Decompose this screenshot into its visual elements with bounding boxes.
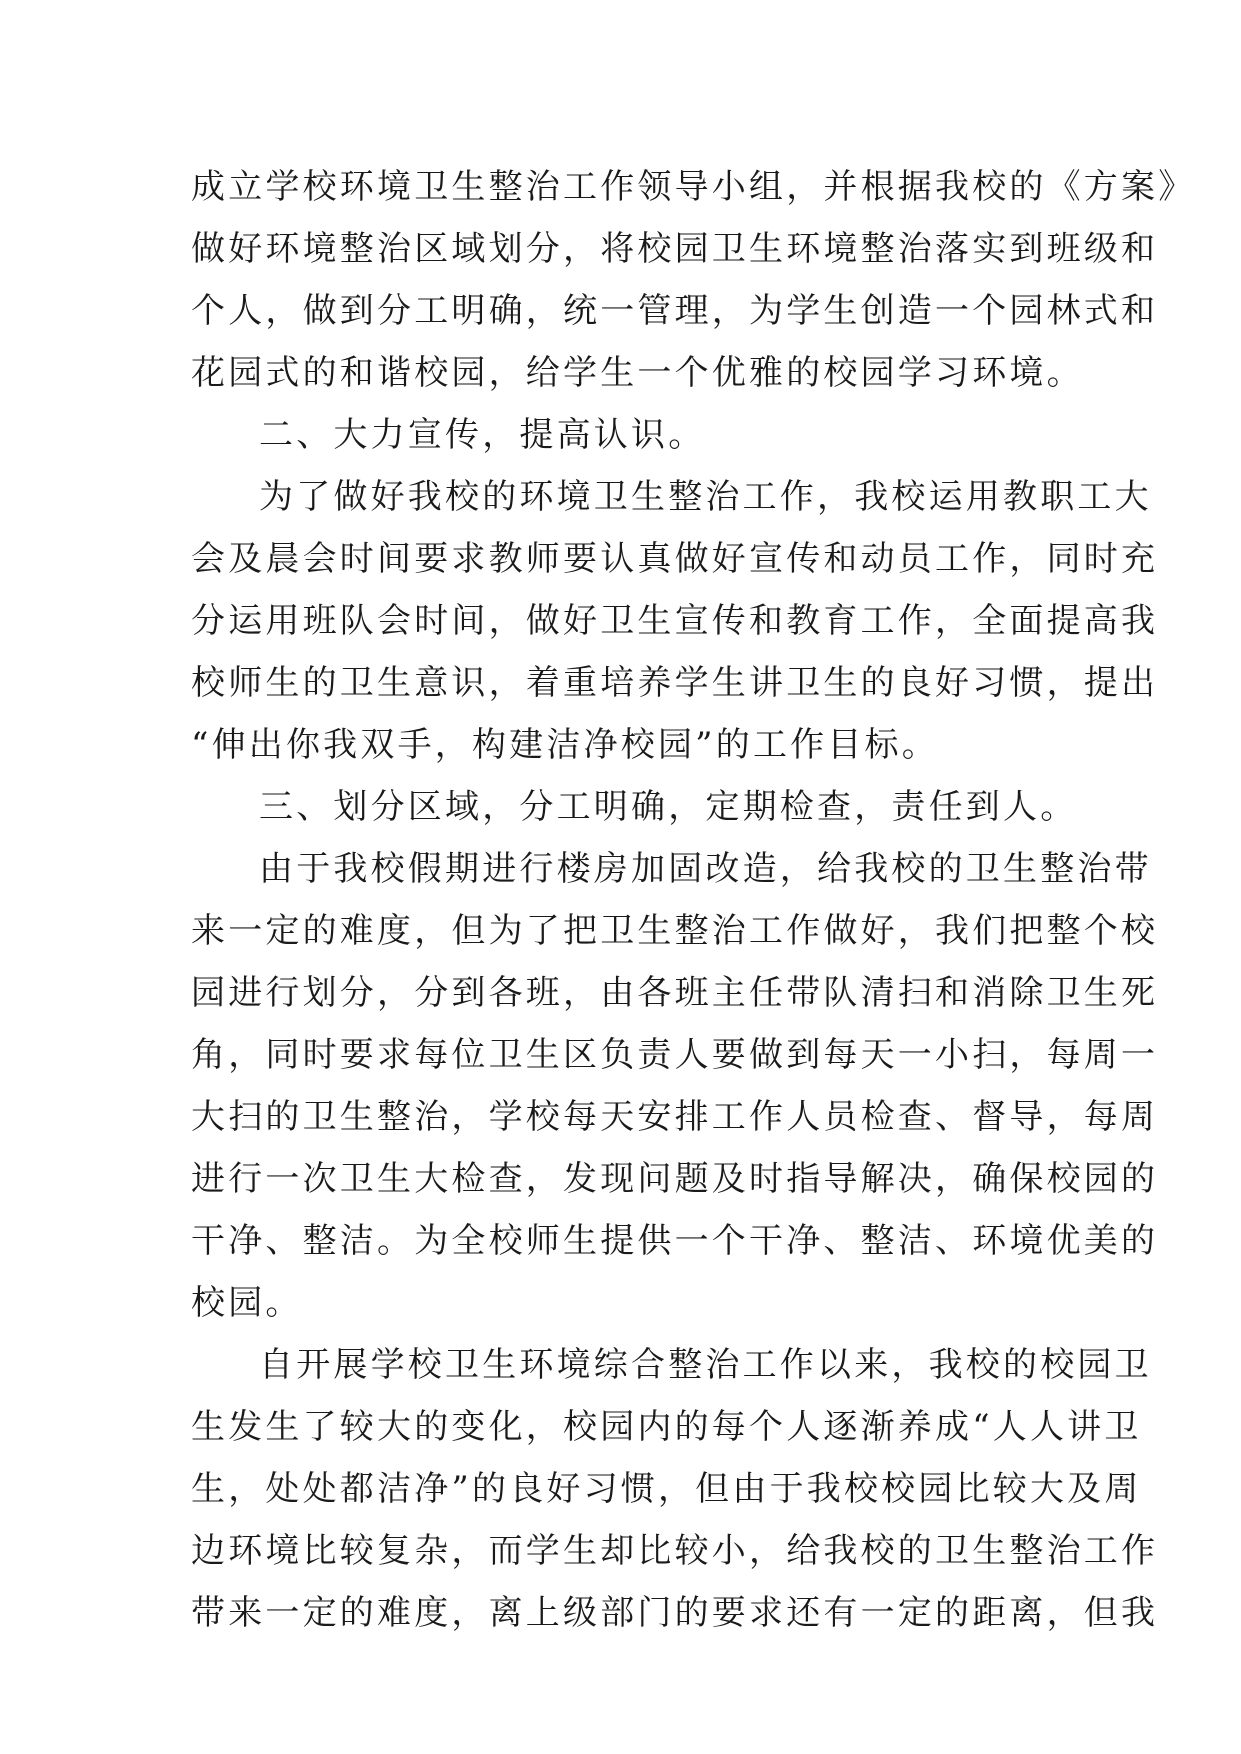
body-line: 干净、整洁。为全校师生提供一个干净、整洁、环境优美的	[191, 1221, 1159, 1261]
body-line: 生，处处都洁净”的良好习惯，但由于我校校园比较大及周	[191, 1469, 1142, 1509]
body-line: 为了做好我校的环境卫生整治工作，我校运用教职工大	[259, 477, 1152, 517]
body-line: 来一定的难度，但为了把卫生整治工作做好，我们把整个校	[191, 911, 1159, 951]
body-line: 做好环境整治区域划分，将校园卫生环境整治落实到班级和	[191, 229, 1159, 269]
body-line: 园进行划分，分到各班，由各班主任带队清扫和消除卫生死	[191, 973, 1159, 1013]
body-line: 个人，做到分工明确，统一管理，为学生创造一个园林式和	[191, 291, 1159, 331]
body-line: 生发生了较大的变化，校园内的每个人逐渐养成“人人讲卫	[191, 1407, 1142, 1447]
body-line: “伸出你我双手，构建洁净校园”的工作目标。	[191, 725, 939, 765]
body-line: 分运用班队会时间，做好卫生宣传和教育工作，全面提高我	[191, 601, 1159, 641]
section-heading-2: 二、大力宣传，提高认识。	[259, 415, 706, 455]
body-line: 大扫的卫生整治，学校每天安排工作人员检查、督导，每周	[191, 1097, 1159, 1137]
section-heading-3: 三、划分区域，分工明确，定期检查，责任到人。	[259, 787, 1078, 827]
body-line: 带来一定的难度，离上级部门的要求还有一定的距离，但我	[191, 1593, 1159, 1633]
body-line: 校师生的卫生意识，着重培养学生讲卫生的良好习惯，提出	[191, 663, 1159, 703]
body-line: 边环境比较复杂，而学生却比较小，给我校的卫生整治工作	[191, 1531, 1159, 1571]
body-line: 校园。	[191, 1283, 303, 1323]
body-line: 会及晨会时间要求教师要认真做好宣传和动员工作，同时充	[191, 539, 1159, 579]
body-line: 角，同时要求每位卫生区负责人要做到每天一小扫，每周一	[191, 1035, 1159, 1075]
body-line: 进行一次卫生大检查，发现问题及时指导解决，确保校园的	[191, 1159, 1159, 1199]
body-line: 自开展学校卫生环境综合整治工作以来，我校的校园卫	[259, 1345, 1152, 1385]
body-line: 由于我校假期进行楼房加固改造，给我校的卫生整治带	[259, 849, 1152, 889]
document-body	[191, 156, 1196, 1644]
body-line: 花园式的和谐校园，给学生一个优雅的校园学习环境。	[191, 353, 1084, 393]
body-line: 成立学校环境卫生整治工作领导小组，并根据我校的《方案》	[191, 167, 1196, 207]
